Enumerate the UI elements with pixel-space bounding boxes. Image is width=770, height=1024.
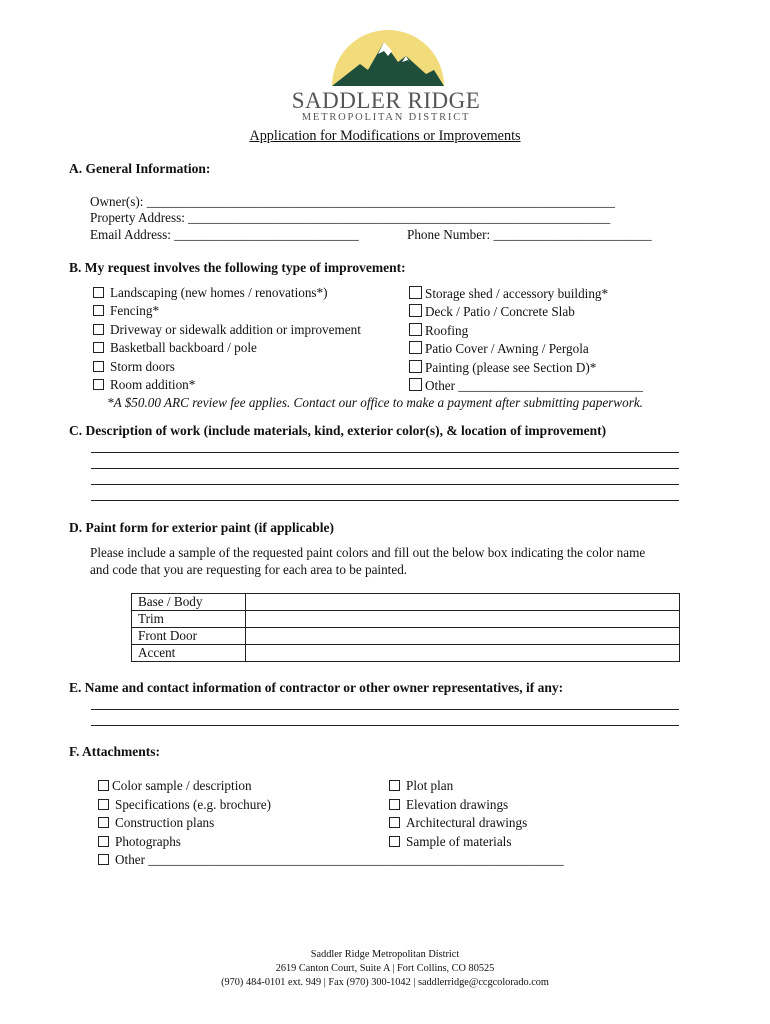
checkbox-photographs[interactable]: Photographs xyxy=(98,834,181,850)
table-row xyxy=(132,628,680,645)
page-title: Application for Modifications or Improvements xyxy=(249,128,521,144)
checkbox-icon[interactable] xyxy=(98,780,109,791)
checkbox-icon[interactable] xyxy=(389,836,400,847)
table-row xyxy=(132,594,680,611)
org-name: SADDLER RIDGE xyxy=(291,88,481,113)
paint-value-cell[interactable] xyxy=(246,645,680,662)
property-address-field[interactable]: Property Address: ________________________________________________________________ xyxy=(90,210,611,225)
checkbox-specifications[interactable]: Specifications (e.g. brochure) xyxy=(98,797,271,813)
checkbox-icon[interactable] xyxy=(93,287,104,298)
phone-field[interactable]: Phone Number: ________________________ xyxy=(407,227,652,242)
checkbox-landscaping[interactable]: Landscaping (new homes / renovations*) xyxy=(93,285,328,301)
description-line[interactable] xyxy=(91,468,679,469)
checkbox-other-attachment[interactable]: Other _______________________________________________________________ xyxy=(98,852,564,868)
checkbox-icon[interactable] xyxy=(409,323,422,336)
checkbox-icon[interactable] xyxy=(409,341,422,354)
checkbox-roofing[interactable]: Roofing xyxy=(409,322,468,339)
paint-value-cell[interactable] xyxy=(246,594,680,611)
checkbox-icon[interactable] xyxy=(409,286,422,299)
checkbox-icon[interactable] xyxy=(98,817,109,828)
checkbox-basketball[interactable]: Basketball backboard / pole xyxy=(93,340,257,356)
footer-address: 2619 Canton Court, Suite A | Fort Collins, CO 80525 xyxy=(275,963,495,974)
email-field[interactable]: Email Address: ____________________________ xyxy=(90,227,359,242)
checkbox-icon[interactable] xyxy=(389,780,400,791)
paint-value-cell[interactable] xyxy=(246,611,680,628)
description-line[interactable] xyxy=(91,484,679,485)
table-row xyxy=(132,645,680,662)
footer-contact: (970) 484-0101 ext. 949 | Fax (970) 300-1042 | saddlerridge@ccgcolorado.com xyxy=(221,977,549,988)
checkbox-icon[interactable] xyxy=(409,304,422,317)
checkbox-icon[interactable] xyxy=(93,361,104,372)
section-b-heading: B. My request involves the following type of improvement: xyxy=(69,260,406,275)
checkbox-icon[interactable] xyxy=(93,305,104,316)
checkbox-plot-plan[interactable]: Plot plan xyxy=(389,778,453,794)
checkbox-storage-shed[interactable]: Storage shed / accessory building* xyxy=(409,285,608,302)
checkbox-icon[interactable] xyxy=(93,324,104,335)
contractor-line[interactable] xyxy=(91,709,679,710)
contractor-line[interactable] xyxy=(91,725,679,726)
checkbox-other-improvement[interactable]: Other ____________________________ xyxy=(409,377,643,394)
checkbox-icon[interactable] xyxy=(93,379,104,390)
section-a-heading: A. General Information: xyxy=(69,161,211,176)
checkbox-deck[interactable]: Deck / Patio / Concrete Slab xyxy=(409,303,575,320)
section-c-heading: C. Description of work (include materials, kind, exterior color(s), & location of improvement) xyxy=(69,423,607,438)
section-d-heading: D. Paint form for exterior paint (if applicable) xyxy=(69,520,334,535)
description-line[interactable] xyxy=(91,452,679,453)
table-row xyxy=(132,611,680,628)
checkbox-icon[interactable] xyxy=(409,360,422,373)
checkbox-icon[interactable] xyxy=(93,342,104,353)
paint-row-label: Front Door xyxy=(132,628,246,645)
checkbox-driveway[interactable]: Driveway or sidewalk addition or improvement xyxy=(93,322,361,338)
checkbox-fencing[interactable]: Fencing* xyxy=(93,303,159,319)
checkbox-icon[interactable] xyxy=(389,817,400,828)
section-f-heading: F. Attachments: xyxy=(69,744,160,759)
checkbox-color-sample[interactable]: Color sample / description xyxy=(98,778,252,794)
checkbox-icon[interactable] xyxy=(409,378,422,391)
checkbox-sample-materials[interactable]: Sample of materials xyxy=(389,834,511,850)
paint-instructions-line1: Please include a sample of the requested paint colors and fill out the below box indicating the color name xyxy=(90,545,646,560)
checkbox-room-addition[interactable]: Room addition* xyxy=(93,377,195,393)
owners-field[interactable]: Owner(s): _______________________________________________________________________ xyxy=(90,194,615,209)
checkbox-elevation-drawings[interactable]: Elevation drawings xyxy=(389,797,508,813)
checkbox-painting[interactable]: Painting (please see Section D)* xyxy=(409,359,596,376)
fee-note: *A $50.00 ARC review fee applies. Contact our office to make a payment after submitting paperwork. xyxy=(107,395,643,410)
paint-table xyxy=(131,593,680,662)
checkbox-construction-plans[interactable]: Construction plans xyxy=(98,815,214,831)
paint-row-label: Trim xyxy=(132,611,246,628)
description-line[interactable] xyxy=(91,500,679,501)
section-e-heading: E. Name and contact information of contractor or other owner representatives, if any: xyxy=(69,680,564,695)
checkbox-icon[interactable] xyxy=(389,799,400,810)
paint-row-label: Base / Body xyxy=(132,594,246,611)
paint-instructions-line2: and code that you are requesting for each area to be painted. xyxy=(90,562,408,577)
checkbox-storm-doors[interactable]: Storm doors xyxy=(93,359,175,375)
checkbox-patio-cover[interactable]: Patio Cover / Awning / Pergola xyxy=(409,340,589,357)
paint-row-label: Accent xyxy=(132,645,246,662)
paint-value-cell[interactable] xyxy=(246,628,680,645)
checkbox-icon[interactable] xyxy=(98,836,109,847)
checkbox-icon[interactable] xyxy=(98,854,109,865)
org-subtitle: METROPOLITAN DISTRICT xyxy=(301,112,471,123)
checkbox-icon[interactable] xyxy=(98,799,109,810)
checkbox-architectural-drawings[interactable]: Architectural drawings xyxy=(389,815,527,831)
footer-org-name: Saddler Ridge Metropolitan District xyxy=(310,949,460,960)
